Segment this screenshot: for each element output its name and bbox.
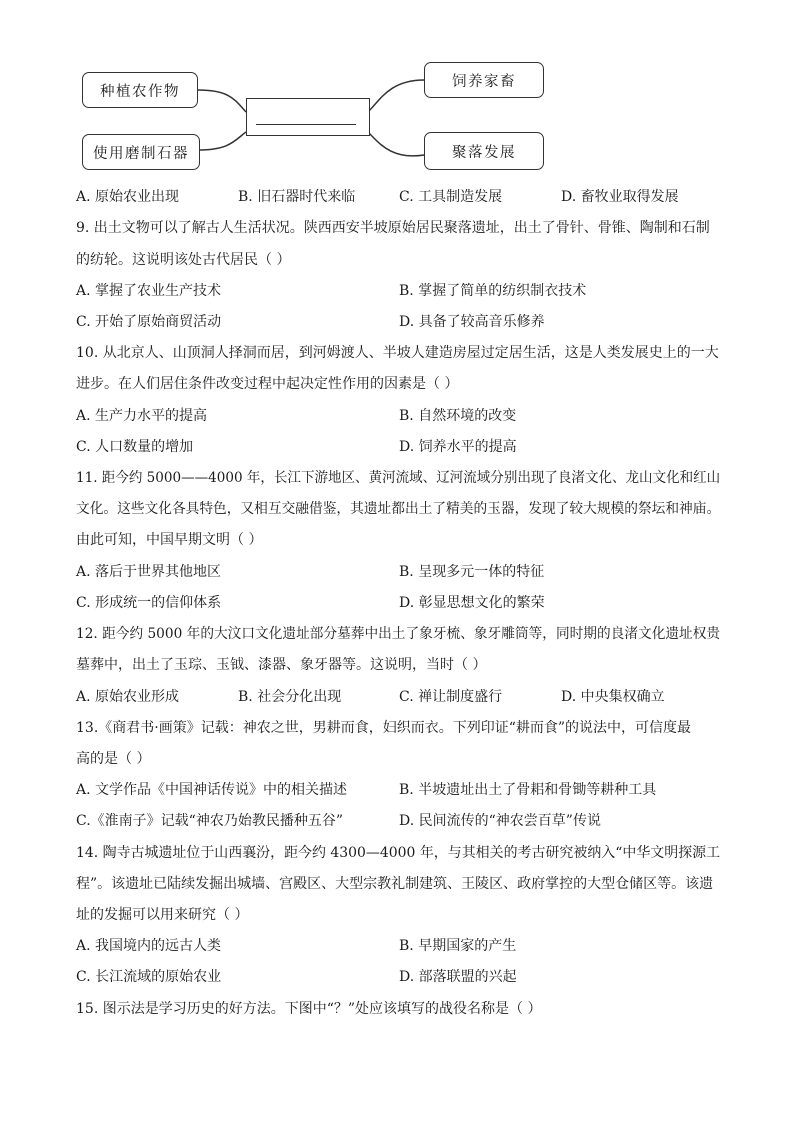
q13-option-d: D. 民间流传的“神农尝百草”传说 [399,813,601,829]
q8-option-a: A. 原始农业出现 [76,189,180,205]
q13-option-c: C.《淮南子》记载“神农乃始教民播种五谷” [76,813,343,829]
diagram-box-left-top [82,72,198,108]
q9-option-d: D. 具备了较高音乐修养 [399,314,545,330]
q13-stem-line2: 高的是（ ） [76,751,151,767]
q10-option-a: A. 生产力水平的提高 [76,408,208,424]
q9-stem-line1: 9. 出土文物可以了解古人生活状况。陕西西安半坡原始居民聚落遗址，出土了骨针、骨锥、陶制和石制 [76,220,710,236]
q10-stem-line2: 进步。在人们居住条件改变过程中起决定性作用的因素是（ ） [76,376,459,392]
q11-stem-line1: 11. 距今约 5000——4000 年，长江下游地区、黄河流域、辽河流域分别出现了良渚文化、龙山文化和红山 [76,470,721,486]
q9-option-c: C. 开始了原始商贸活动 [76,314,222,330]
diagram-center-box [246,98,370,136]
diagram-box-right-bottom [424,132,544,170]
q9-option-b: B. 掌握了简单的纺织制衣技术 [399,283,587,299]
q14-stem-line1: 14. 陶寺古城遗址位于山西襄汾，距今约 4300—4000 年，与其相关的考古研究被纳入“中华文明探源工 [76,845,721,861]
q8-option-c: C. 工具制造发展 [399,189,503,205]
q10-stem-line1: 10. 从北京人、山顶洞人择洞而居，到河姆渡人、半坡人建造房屋过定居生活，这是人类发展史上的一大 [76,345,719,361]
q15-stem-line1: 15. 图示法是学习历史的好方法。下图中“？”处应该填写的战役名称是（ ） [76,1001,542,1017]
diagram-label-left-bottom: 使用磨制石器 [93,145,189,162]
q14-stem-line2: 程”。该遗址已陆续发掘出城墙、宫殿区、大型宗教礼制建筑、王陵区、政府掌控的大型仓储区等。该遗 [76,876,714,892]
diagram-label-right-top: 饲养家畜 [452,73,516,90]
q14-stem-line3: 址的发掘可以用来研究（ ） [76,907,249,923]
q9-stem-line2: 的纺轮。这说明该处古代居民（ ） [76,252,291,268]
q12-option-d: D. 中央集权确立 [561,689,665,705]
q14-option-a: A. 我国境内的远古人类 [76,938,222,954]
q12-stem-line2: 墓葬中，出土了玉琮、玉钺、漆器、象牙器等。这说明，当时（ ） [76,657,487,673]
q13-stem-line1: 13.《商君书·画策》记载：神农之世，男耕而食，妇织而衣。下列印证“耕而食”的说法中，可信度最 [76,720,692,736]
q11-option-d: D. 彰显思想文化的繁荣 [399,595,545,611]
diagram-label-left-top: 种植农作物 [100,83,180,100]
diagram-box-right-top [424,62,544,98]
q12-stem-line1: 12. 距今约 5000 年的大汶口文化遗址部分墓葬中出土了象牙梳、象牙雕筒等，同时期的良渚文化遗址权贵 [76,626,721,642]
q11-option-c: C. 形成统一的信仰体系 [76,595,222,611]
q8-option-d: D. 畜牧业取得发展 [561,189,679,205]
q11-stem-line2: 文化。这些文化各具特色，又相互交融借鉴，其遗址都出土了精美的玉器，发现了较大规模的祭坛和神庙。 [76,501,721,517]
q12-option-b: B. 社会分化出现 [238,689,342,705]
diagram-answer-blank [256,124,356,125]
q14-option-b: B. 早期国家的产生 [399,938,517,954]
diagram-box-left-bottom [82,134,200,170]
q8-option-b: B. 旧石器时代来临 [238,189,356,205]
q13-option-a: A. 文学作品《中国神话传说》中的相关描述 [76,782,348,798]
q9-option-a: A. 掌握了农业生产技术 [76,283,222,299]
q14-option-d: D. 部落联盟的兴起 [399,969,517,985]
q11-option-a: A. 落后于世界其他地区 [76,564,222,580]
q11-stem-line3: 由此可知，中国早期文明（ ） [76,532,263,548]
q13-option-b: B. 半坡遗址出土了骨耜和骨锄等耕种工具 [399,782,657,798]
q10-option-b: B. 自然环境的改变 [399,408,517,424]
concept-diagram [70,60,570,180]
diagram-label-right-bottom: 聚落发展 [452,144,516,161]
q10-option-c: C. 人口数量的增加 [76,439,194,455]
q14-option-c: C. 长江流域的原始农业 [76,969,222,985]
q11-option-b: B. 呈现多元一体的特征 [399,564,545,580]
q12-option-c: C. 禅让制度盛行 [399,689,503,705]
q12-option-a: A. 原始农业形成 [76,689,180,705]
q10-option-d: D. 饲养水平的提高 [399,439,517,455]
